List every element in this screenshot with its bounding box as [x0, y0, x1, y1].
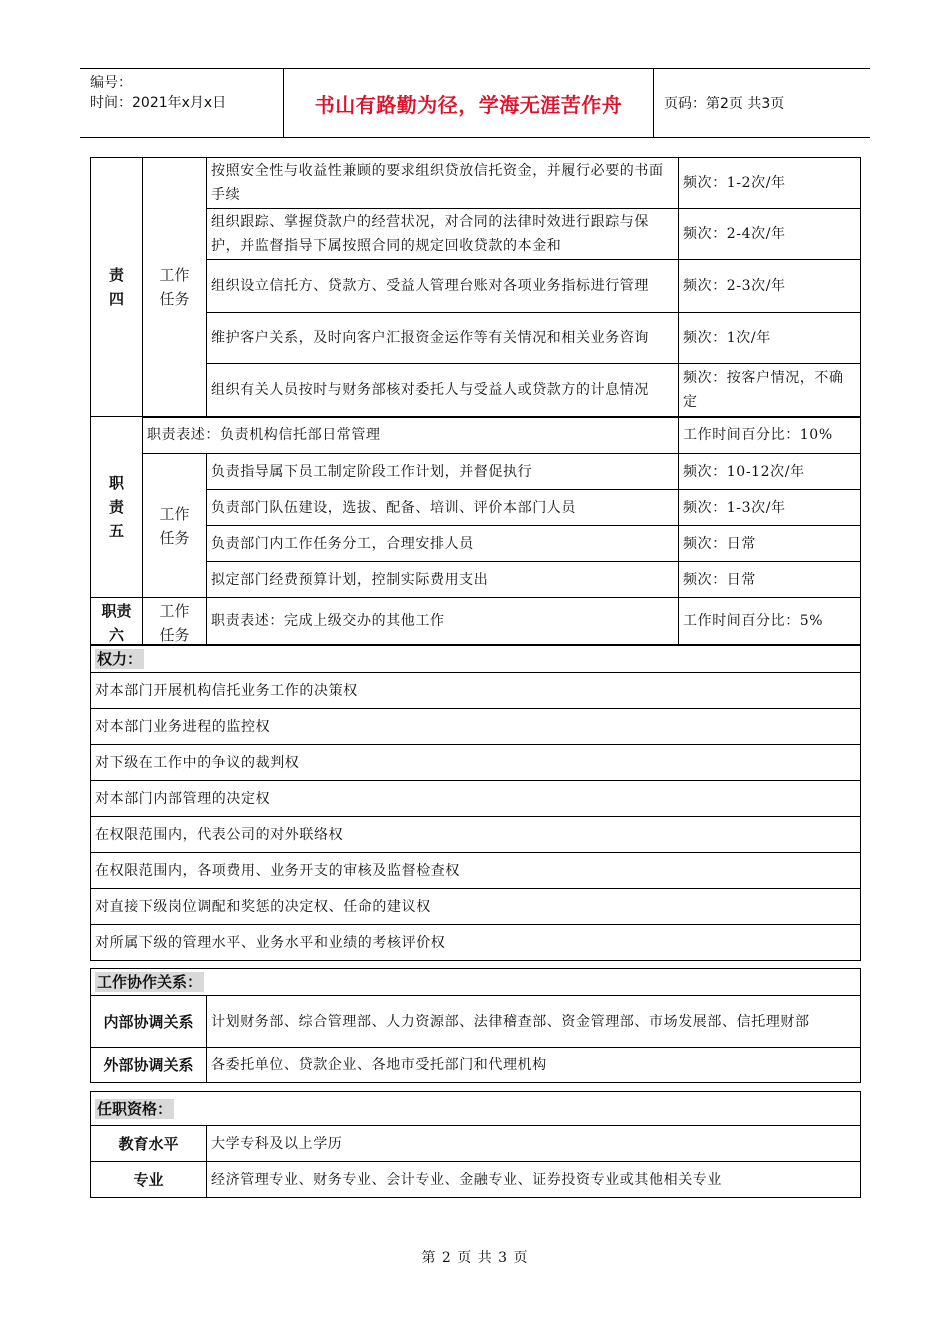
duty4-task-1: 按照安全性与收益性兼顾的要求组织贷放信托资金，并履行必要的书面手续: [207, 158, 679, 209]
duty5-statement: 职责表述：负责机构信托部日常管理: [143, 417, 679, 454]
internal-relations-label: 内部协调关系: [91, 996, 207, 1048]
power-item: 对直接下级岗位调配和奖惩的决定权、任命的建议权: [91, 889, 861, 925]
duty5-task-label: 工作 任务: [143, 454, 207, 598]
duty5-task-2: 负责部门队伍建设，选拔、配备、培训、评价本部门人员: [207, 490, 679, 526]
duty4-task-2: 组织跟踪、掌握贷款户的经营状况，对合同的法律时效进行跟踪与保护，并监督指导下属按照合同的规定回收贷款的本金和: [207, 209, 679, 260]
power-item: 对本部门内部管理的决定权: [91, 781, 861, 817]
duty4-row-5: [91, 364, 861, 417]
document-time: 时间：2021年x月x日: [90, 95, 227, 111]
duty4-task-label: 工作 任务: [143, 158, 207, 417]
major-value: 经济管理专业、财务专业、会计专业、金融专业、证券投资专业或其他相关专业: [207, 1162, 861, 1198]
duty6-task-label: 工作 任务: [143, 598, 207, 645]
duty5-label: 职 责 五: [91, 417, 143, 598]
major-label: 专业: [91, 1162, 207, 1198]
duty5-row-1: [91, 454, 861, 490]
duty4-row-2: [91, 209, 861, 260]
duty4-label: 责 四: [91, 158, 143, 417]
duty5-row-2: [91, 490, 861, 526]
header-page-info: 页码：第2页 共3页: [664, 96, 785, 112]
internal-relations-value: 计划财务部、综合管理部、人力资源部、法律稽查部、资金管理部、市场发展部、信托理财部: [207, 996, 861, 1048]
duty4-freq-4: 频次：1次/年: [679, 313, 861, 364]
duty4-row-4: [91, 313, 861, 364]
duty6-time-percent: 工作时间百分比：5%: [679, 598, 861, 645]
document-number-label: 编号：: [90, 75, 132, 91]
duty5-freq-3: 频次：日常: [679, 526, 861, 562]
duty5-task-3: 负责部门内工作任务分工，合理安排人员: [207, 526, 679, 562]
duty4-freq-1: 频次：1-2次/年: [679, 158, 861, 209]
duty4-task-5: 组织有关人员按时与财务部核对委托人与受益人或贷款方的计息情况: [207, 364, 679, 417]
power-item: 在权限范围内，各项费用、业务开支的审核及监督检查权: [91, 853, 861, 889]
duty4-row-1: [91, 158, 861, 209]
power-item: 对所属下级的管理水平、业务水平和业绩的考核评价权: [91, 925, 861, 961]
duty5-freq-4: 频次：日常: [679, 562, 861, 598]
external-relations-value: 各委托单位、贷款企业、各地市受托部门和代理机构: [207, 1048, 861, 1083]
duty6-row: [91, 598, 861, 645]
power-item: 对本部门开展机构信托业务工作的决策权: [91, 673, 861, 709]
relations-section-title: 工作协作关系：: [91, 969, 861, 996]
duty5-task-1: 负责指导属下员工制定阶段工作计划，并督促执行: [207, 454, 679, 490]
duty4-task-3: 组织设立信托方、贷款方、受益人管理台账对各项业务指标进行管理: [207, 260, 679, 313]
duty5-freq-1: 频次：10-12次/年: [679, 454, 861, 490]
header-meta: [80, 69, 284, 137]
duty5-row-4: [91, 562, 861, 598]
duty5-task-4: 拟定部门经费预算计划，控制实际费用支出: [207, 562, 679, 598]
duty5-statement-row: [91, 417, 861, 454]
duty4-task-4: 维护客户关系，及时向客户汇报资金运作等有关情况和相关业务咨询: [207, 313, 679, 364]
page-footer: 第 2 页 共 3 页: [421, 1250, 529, 1266]
page-header: [80, 68, 870, 138]
duties-table: [90, 157, 861, 645]
duty5-time-percent: 工作时间百分比：10%: [679, 417, 861, 454]
powers-table: [90, 645, 861, 961]
relations-table: [90, 968, 861, 1083]
header-motto: 书山有路勤为径，学海无涯苦作舟: [284, 69, 654, 137]
external-relations-label: 外部协调关系: [91, 1048, 207, 1083]
power-item: 对本部门业务进程的监控权: [91, 709, 861, 745]
duty6-label: 职责 六: [91, 598, 143, 645]
powers-section-title: 权力：: [91, 646, 861, 673]
duty4-freq-3: 频次：2-3次/年: [679, 260, 861, 313]
duty5-row-3: [91, 526, 861, 562]
power-item: 对下级在工作中的争议的裁判权: [91, 745, 861, 781]
duty6-statement: 职责表述：完成上级交办的其他工作: [207, 598, 679, 645]
qualifications-table: [90, 1091, 861, 1198]
education-label: 教育水平: [91, 1126, 207, 1162]
power-item: 在权限范围内，代表公司的对外联络权: [91, 817, 861, 853]
education-value: 大学专科及以上学历: [207, 1126, 861, 1162]
duty4-row-3: [91, 260, 861, 313]
duty5-freq-2: 频次：1-3次/年: [679, 490, 861, 526]
qualifications-section-title: 任职资格：: [91, 1092, 861, 1126]
duty4-freq-5: 频次：按客户情况，不确定: [679, 364, 861, 417]
duty4-freq-2: 频次：2-4次/年: [679, 209, 861, 260]
